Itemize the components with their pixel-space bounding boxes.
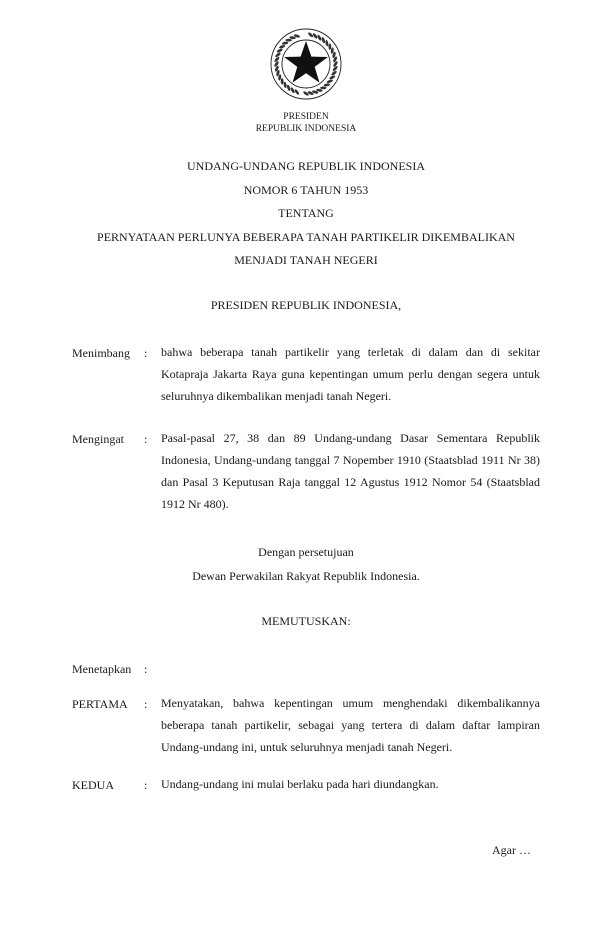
mengingat-text: Pasal-pasal 27, 38 dan 89 Undang-undang Dasar Sementara Republik Indonesia, Undang-undang tanggal 7 Nopember 1910 (Staatsblad 1911 Nr 38) dan Pasal 3 Keputusan Raja tanggal 12 Agustus 1912 Nomor 54 (Staatsblad 1912 Nr 480). bbox=[161, 431, 540, 511]
pertama-label: PERTAMA bbox=[72, 697, 128, 711]
persetujuan-line-1: Dengan persetujuan bbox=[258, 545, 354, 559]
wreath-leaf bbox=[281, 78, 284, 84]
letterhead-republik: REPUBLIK INDONESIA bbox=[255, 124, 357, 134]
presiden-heading: PRESIDEN REPUBLIK INDONESIA, bbox=[210, 298, 402, 312]
pertama-colon: : bbox=[144, 697, 148, 711]
title-line-2: NOMOR 6 TAHUN 1953 bbox=[243, 183, 369, 197]
wreath-leaf bbox=[276, 48, 283, 53]
wreath-leaf bbox=[320, 86, 326, 89]
wreath-leaf bbox=[329, 75, 336, 80]
menimbang-colon: : bbox=[144, 346, 148, 360]
memutuskan-heading: MEMUTUSKAN: bbox=[261, 614, 351, 628]
continuation-marker: Agar … bbox=[492, 843, 531, 857]
wreath-leaf bbox=[325, 40, 329, 47]
title-line-1: UNDANG-UNDANG REPUBLIK INDONESIA bbox=[187, 159, 425, 173]
garuda-star-emblem bbox=[269, 27, 343, 101]
pertama-text: Menyatakan, bahwa kepentingan umum menghendaki dikembalikannya beberapa tanah partikelir, sebagai yang tertera di dalam daftar lampiran Undang-undang ini, untuk seluruhnya menjadi tanah Negeri. bbox=[161, 696, 540, 754]
menimbang-label: Menimbang bbox=[72, 346, 130, 360]
wreath-leaf bbox=[290, 87, 295, 94]
wreath-leaf bbox=[285, 39, 291, 42]
letterhead-presiden: PRESIDEN bbox=[283, 112, 329, 122]
wreath-leaf bbox=[294, 89, 300, 96]
wreath-leaf bbox=[282, 41, 289, 45]
wreath-leaf bbox=[326, 79, 333, 84]
wreath-leaf bbox=[321, 37, 326, 44]
wreath-leaf bbox=[323, 83, 330, 87]
title-line-5: MENJADI TANAH NEGERI bbox=[234, 253, 378, 267]
wreath-leaf bbox=[317, 34, 322, 41]
kedua-colon: : bbox=[144, 778, 148, 792]
wreath-leaf bbox=[279, 44, 286, 49]
menetapkan-label: Menetapkan bbox=[72, 662, 132, 676]
menimbang-text: bahwa beberapa tanah partikelir yang terletak di dalam dan di sekitar Kotapraja Jakarta Raya guna kepentingan umum perlu dengan segera untuk seluruhnya dikembalikan menjadi tanah Negeri. bbox=[161, 345, 540, 403]
wreath-leaf bbox=[307, 32, 314, 38]
title-line-4: PERNYATAAN PERLUNYA BEBERAPA TANAH PARTIKELIR DIKEMBALIKAN bbox=[97, 230, 515, 244]
wreath-leaf bbox=[328, 43, 331, 49]
kedua-text: Undang-undang ini mulai berlaku pada hari diundangkan. bbox=[161, 777, 439, 791]
wreath-leaf bbox=[283, 81, 287, 88]
kedua-label: KEDUA bbox=[72, 778, 114, 792]
mengingat-label: Mengingat bbox=[72, 432, 124, 446]
persetujuan-line-2: Dewan Perwakilan Rakyat Republik Indonesia. bbox=[192, 569, 420, 583]
menetapkan-colon: : bbox=[144, 662, 148, 676]
title-line-3: TENTANG bbox=[278, 206, 334, 220]
wreath-leaf bbox=[286, 84, 291, 91]
mengingat-colon: : bbox=[144, 432, 148, 446]
